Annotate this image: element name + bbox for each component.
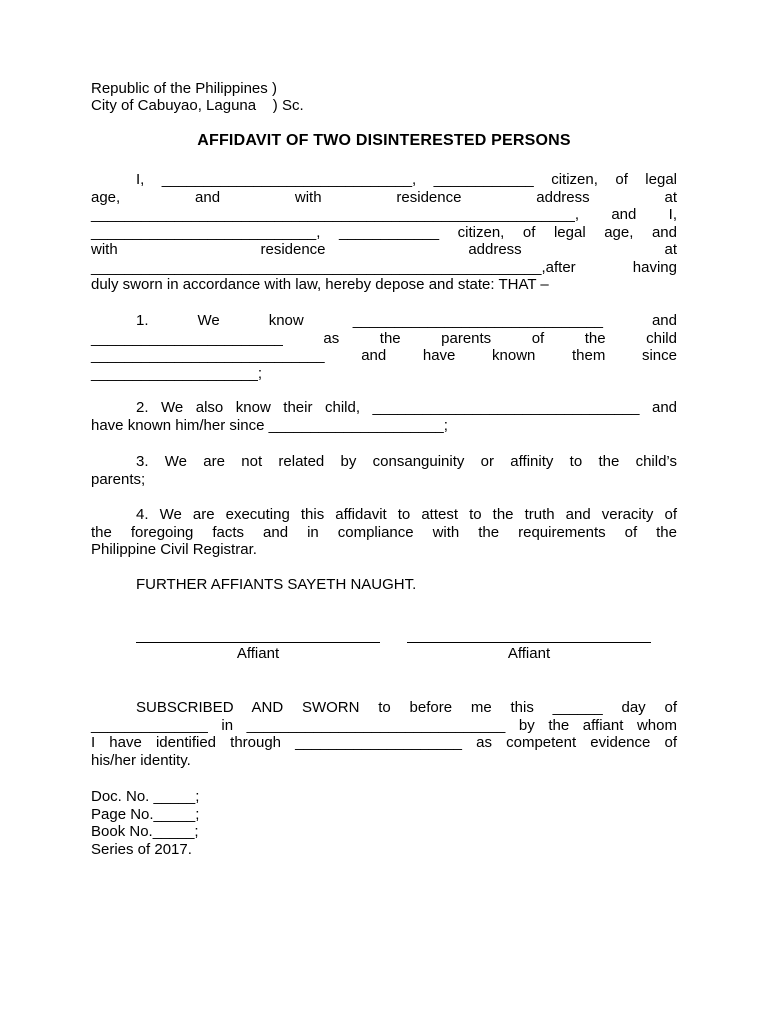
text-line: ____________________; <box>91 364 263 382</box>
text-line: ______________ in _______________________________ by the affiant whom <box>91 716 677 734</box>
text-line: I have identified through ____________________ as competent evidence of <box>91 734 677 751</box>
text-line: his/her identity. <box>91 751 191 769</box>
signature-line <box>407 628 651 643</box>
text-line: Philippine Civil Registrar. <box>91 541 257 558</box>
text-line: ______________________________________________________,after having <box>91 258 677 276</box>
affiant-label: Affiant <box>236 645 280 662</box>
text-line: ____________________________ and have known them since <box>91 347 677 364</box>
text-line: 3. We are not related by consanguinity or affinity to the child’s <box>136 453 677 470</box>
statement-3 <box>91 453 677 488</box>
statement-1 <box>91 312 677 382</box>
text-line: I, ______________________________, ____________ citizen, of legal <box>136 171 677 188</box>
text-line: 2. We also know their child, ________________________________ and <box>136 399 677 416</box>
document-title: AFFIDAVIT OF TWO DISINTERESTED PERSONS <box>197 132 571 149</box>
text-line: have known him/her since _____________________; <box>91 416 448 434</box>
jurat-paragraph <box>91 699 677 769</box>
affiants-identification-paragraph <box>91 171 677 294</box>
signature-line <box>136 628 380 643</box>
affiant-signature-left <box>136 628 380 662</box>
text-line: __________________________________________________________, and I, <box>91 206 677 223</box>
affiant-signature-right <box>407 628 651 662</box>
affiant-label: Affiant <box>507 645 551 662</box>
closing-statement: FURTHER AFFIANTS SAYETH NAUGHT. <box>136 576 417 593</box>
text-line: 4. We are executing this affidavit to attest to the truth and veracity of <box>136 506 677 523</box>
statement-4 <box>91 506 677 559</box>
book-number: Book No._____; <box>91 823 199 840</box>
series-year: Series of 2017. <box>91 840 192 858</box>
text-line: duly sworn in accordance with law, hereby depose and state: THAT – <box>91 276 549 293</box>
venue-city: City of Cabuyao, Laguna ) Sc. <box>91 97 304 114</box>
text-line: parents; <box>91 470 146 488</box>
statement-2 <box>91 399 677 434</box>
text-line: age, and with residence address at <box>91 188 677 206</box>
text-line: 1. We know ______________________________ and <box>136 312 677 329</box>
text-line: the foregoing facts and in compliance with the requirements of the <box>91 523 677 541</box>
text-line: SUBSCRIBED AND SWORN to before me this ______ day of <box>136 699 677 716</box>
venue-country: Republic of the Philippines ) <box>91 80 277 97</box>
doc-number: Doc. No. _____; <box>91 788 200 805</box>
text-line: _______________________ as the parents of the child <box>91 329 677 347</box>
notarial-register-block <box>91 788 199 858</box>
text-line: with residence address at <box>91 241 677 258</box>
venue-block <box>91 80 304 114</box>
page-number: Page No._____; <box>91 805 200 823</box>
text-line: ___________________________, ____________ citizen, of legal age, and <box>91 223 677 241</box>
